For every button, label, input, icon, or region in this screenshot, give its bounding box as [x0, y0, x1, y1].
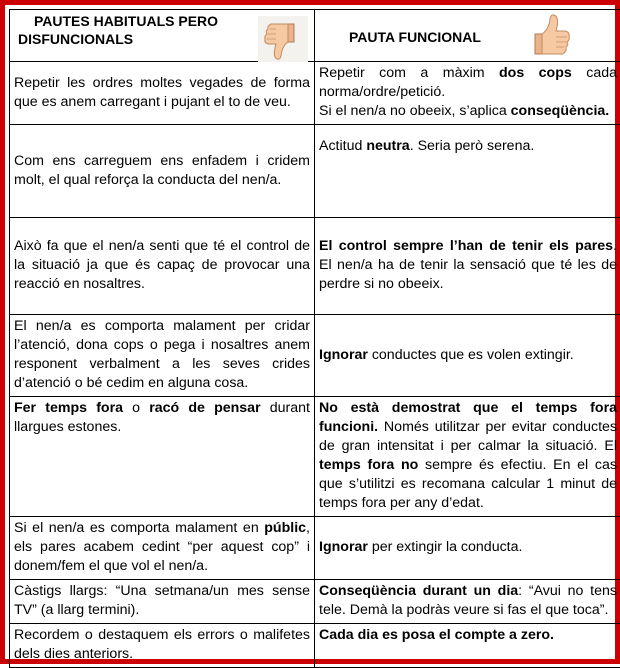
text-run: Si el nen/a no obeeix, s’aplica	[319, 103, 511, 119]
text-run: sempre és efectiu. En el cas que s’utilitzi es recomana calcular 1 minut de temps fora per any d’edat.	[319, 457, 617, 511]
bold-text-run: Ignorar	[319, 539, 368, 555]
bold-text-run: No està demostrat que el temps fora funcioni.	[319, 400, 617, 435]
table-row	[10, 62, 620, 125]
table-row	[10, 315, 620, 397]
text-run: . Seria però serena.	[410, 138, 535, 154]
functional-cell	[315, 315, 620, 397]
text-run: cada norma/ordre/petició.	[319, 65, 617, 100]
bold-text-run: racó de pensar	[149, 400, 260, 416]
text-run: Només utilitzar per evitar conductes de gran intensitat i per calmar la situació. El	[319, 419, 617, 454]
header-cell-dysfunctional	[10, 10, 315, 62]
text-run: Recordem o destaquem els errors o malifetes dels dies anteriors.	[14, 627, 310, 662]
functional-cell	[315, 62, 620, 125]
dysfunctional-cell	[10, 62, 315, 125]
text-run: conductes que es volen extingir.	[368, 347, 574, 363]
header-title-dysfunctional: PAUTES HABITUALS PERO DISFUNCIONALS	[18, 12, 234, 48]
header-cell-functional	[315, 10, 620, 62]
bold-text-run: Ignorar	[319, 347, 368, 363]
table-row	[10, 580, 620, 624]
header-row	[10, 10, 620, 62]
functional-cell	[315, 624, 620, 668]
text-run: Actitud	[319, 138, 366, 154]
table-row	[10, 125, 620, 218]
header-title-functional: PAUTA FUNCIONAL	[349, 28, 481, 47]
table-row	[10, 397, 620, 517]
dysfunctional-cell	[10, 580, 315, 624]
bold-text-run: públic	[264, 520, 306, 536]
text-run: Això fa que el nen/a senti que té el control de la situació ja que és capaç de provocar una reacció en nosaltres.	[14, 238, 310, 292]
table-row	[10, 517, 620, 580]
bold-text-run: conseqüència.	[511, 103, 610, 119]
text-run: . El nen/a ha de tenir la sensació que té les de perdre si no obeeix.	[319, 238, 617, 292]
dysfunctional-cell	[10, 624, 315, 668]
text-run: Càstigs llargs: “Una setmana/un mes sense TV” (a llarg termini).	[14, 583, 310, 618]
bold-text-run: neutra	[366, 138, 409, 154]
functional-cell	[315, 580, 620, 624]
thumbs-down-icon	[258, 16, 308, 62]
bold-text-run: El control sempre l’han de tenir els pares	[319, 238, 613, 254]
dysfunctional-cell	[10, 397, 315, 517]
table-row	[10, 218, 620, 315]
table-row	[10, 624, 620, 668]
text-run: Com ens carreguem ens enfadem i cridem molt, el qual reforça la conducta del nen/a.	[14, 153, 310, 188]
bold-text-run: dos cops	[499, 65, 572, 81]
bold-text-run: Fer temps fora	[14, 400, 123, 416]
bold-text-run: temps fora no	[319, 457, 418, 473]
functional-cell	[315, 218, 620, 315]
guidelines-table	[9, 9, 620, 668]
text-run: , els pares acabem cedint “per aquest cop” i donem/fem el que vol el nen/a.	[14, 520, 310, 574]
text-run: Repetir les ordres moltes vegades de forma que es anem carregant i pujant el to de veu.	[14, 75, 310, 110]
text-run: : “Avui no tens tele. Demà la podràs veure si fas el que toca”.	[319, 583, 617, 618]
text-run: Repetir com a màxim	[319, 65, 499, 81]
functional-cell	[315, 517, 620, 580]
functional-cell	[315, 397, 620, 517]
bold-text-run: Cada dia es posa el compte a zero.	[319, 627, 554, 643]
text-run: per extingir la conducta.	[368, 539, 523, 555]
text-run: durant llargues estones.	[14, 400, 310, 435]
thumbs-up-icon	[525, 12, 575, 58]
text-run: El nen/a es comporta malament per cridar l’atenció, dona cops o pega i nosaltres anem responent verbalment a les seves crides d’atenció o bé cedim en alguna cosa.	[14, 318, 310, 391]
bold-text-run: Conseqüència durant un dia	[319, 583, 518, 599]
dysfunctional-cell	[10, 315, 315, 397]
dysfunctional-cell	[10, 125, 315, 218]
text-run: o	[123, 400, 149, 416]
dysfunctional-cell	[10, 218, 315, 315]
dysfunctional-cell	[10, 517, 315, 580]
functional-cell	[315, 125, 620, 218]
text-run: Si el nen/a es comporta malament en	[14, 520, 264, 536]
